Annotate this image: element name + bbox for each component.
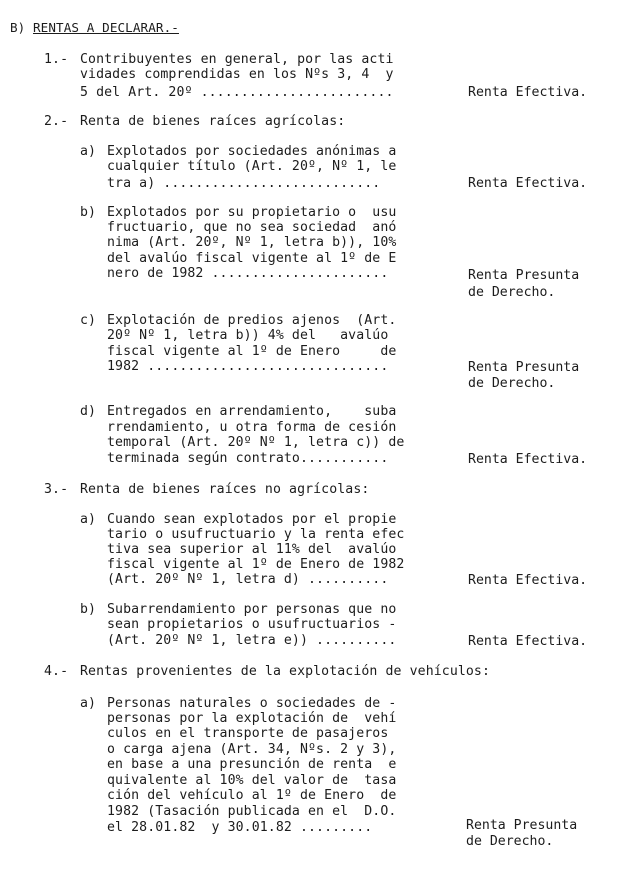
item-4a-renta: de Derecho. bbox=[466, 834, 554, 849]
item-2-heading: Renta de bienes raíces agrícolas: bbox=[80, 114, 346, 129]
item-3a-line: Cuando sean explotados por el propie bbox=[107, 512, 397, 527]
item-1-number: 1.- bbox=[44, 52, 69, 67]
item-2c-letter: c) bbox=[80, 313, 97, 328]
item-2c-renta: Renta Presunta bbox=[468, 360, 580, 375]
item-1-line: Contribuyentes en general, por las acti bbox=[80, 52, 394, 67]
item-2d-line: terminada según contrato........... bbox=[107, 451, 389, 466]
item-3a-line: tiva sea superior al 11% del avalúo bbox=[107, 542, 397, 557]
item-2b-line: Explotados por su propietario o usu bbox=[107, 205, 397, 220]
item-1-line: vidades comprendidas en los Nºs 3, 4 y bbox=[80, 67, 394, 82]
item-2b-line: del avalúo fiscal vigente al 1º de E bbox=[107, 251, 397, 266]
item-2b-renta: de Derecho. bbox=[468, 285, 556, 300]
item-3a-line: tario o usufructuario y la renta efec bbox=[107, 527, 405, 542]
item-3a-line: (Art. 20º Nº 1, letra d) .......... bbox=[107, 572, 389, 587]
item-2c-line: fiscal vigente al 1º de Enero de bbox=[107, 344, 397, 359]
item-4a-line: en base a una presunción de renta e bbox=[107, 757, 397, 772]
item-2a-line: tra a) ........................... bbox=[107, 176, 381, 191]
item-2-number: 2.- bbox=[44, 114, 69, 129]
item-4a-line: ción del vehículo al 1º de Enero de bbox=[107, 788, 397, 803]
item-2d-line: Entregados en arrendamiento, suba bbox=[107, 404, 397, 419]
item-4-heading: Rentas provenientes de la explotación de vehículos: bbox=[80, 664, 491, 679]
item-3a-line: fiscal vigente al 1º de Enero de 1982 bbox=[107, 557, 405, 572]
item-2c-line: 1982 .............................. bbox=[107, 359, 389, 374]
item-1-line: 5 del Art. 20º ........................ bbox=[80, 85, 394, 100]
section-title: RENTAS A DECLARAR.- bbox=[33, 20, 179, 35]
item-2a-letter: a) bbox=[80, 144, 97, 159]
item-4-number: 4.- bbox=[44, 664, 69, 679]
item-2a-line: cualquier título (Art. 20º, Nº 1, le bbox=[107, 159, 397, 174]
item-3a-renta: Renta Efectiva. bbox=[468, 573, 588, 588]
item-4a-line: Personas naturales o sociedades de - bbox=[107, 696, 397, 711]
item-2c-line: 20º Nº 1, letra b)) 4% del avalúo bbox=[107, 328, 389, 343]
item-4a-line: personas por la explotación de vehí bbox=[107, 711, 397, 726]
item-3a-letter: a) bbox=[80, 512, 97, 527]
item-4a-line: o carga ajena (Art. 34, Nºs. 2 y 3), bbox=[107, 742, 397, 757]
item-2a-renta: Renta Efectiva. bbox=[468, 176, 588, 191]
item-2c-line: Explotación de predios ajenos (Art. bbox=[107, 313, 397, 328]
item-4a-line: culos en el transporte de pasajeros bbox=[107, 726, 389, 741]
item-4a-line: el 28.01.82 y 30.01.82 ......... bbox=[107, 820, 373, 835]
item-2d-line: rrendamiento, u otra forma de cesión bbox=[107, 420, 397, 435]
item-3b-renta: Renta Efectiva. bbox=[468, 634, 588, 649]
item-1-renta: Renta Efectiva. bbox=[468, 85, 588, 100]
item-4a-letter: a) bbox=[80, 696, 97, 711]
item-2b-line: fructuario, que no sea sociedad anó bbox=[107, 220, 397, 235]
item-2c-renta: de Derecho. bbox=[468, 376, 556, 391]
item-3-number: 3.- bbox=[44, 482, 69, 497]
item-2b-letter: b) bbox=[80, 205, 97, 220]
item-3b-line: (Art. 20º Nº 1, letra e)) .......... bbox=[107, 633, 397, 648]
item-2d-line: temporal (Art. 20º Nº 1, letra c)) de bbox=[107, 435, 405, 450]
item-2b-line: nima (Art. 20º, Nº 1, letra b)), 10% bbox=[107, 235, 397, 250]
item-2b-renta: Renta Presunta bbox=[468, 268, 580, 283]
item-4a-line: 1982 (Tasación publicada en el D.O. bbox=[107, 804, 397, 819]
item-2d-letter: d) bbox=[80, 404, 97, 419]
item-3b-letter: b) bbox=[80, 602, 97, 617]
item-2b-line: nero de 1982 ...................... bbox=[107, 266, 389, 281]
section-prefix: B) bbox=[10, 20, 26, 35]
item-3-heading: Renta de bienes raíces no agrícolas: bbox=[80, 482, 370, 497]
item-3b-line: sean propietarios o usufructuarios - bbox=[107, 617, 397, 632]
item-4a-renta: Renta Presunta bbox=[466, 818, 578, 833]
item-2a-line: Explotados por sociedades anónimas a bbox=[107, 144, 397, 159]
item-4a-line: quivalente al 10% del valor de tasa bbox=[107, 773, 397, 788]
item-2d-renta: Renta Efectiva. bbox=[468, 452, 588, 467]
item-3b-line: Subarrendamiento por personas que no bbox=[107, 602, 397, 617]
